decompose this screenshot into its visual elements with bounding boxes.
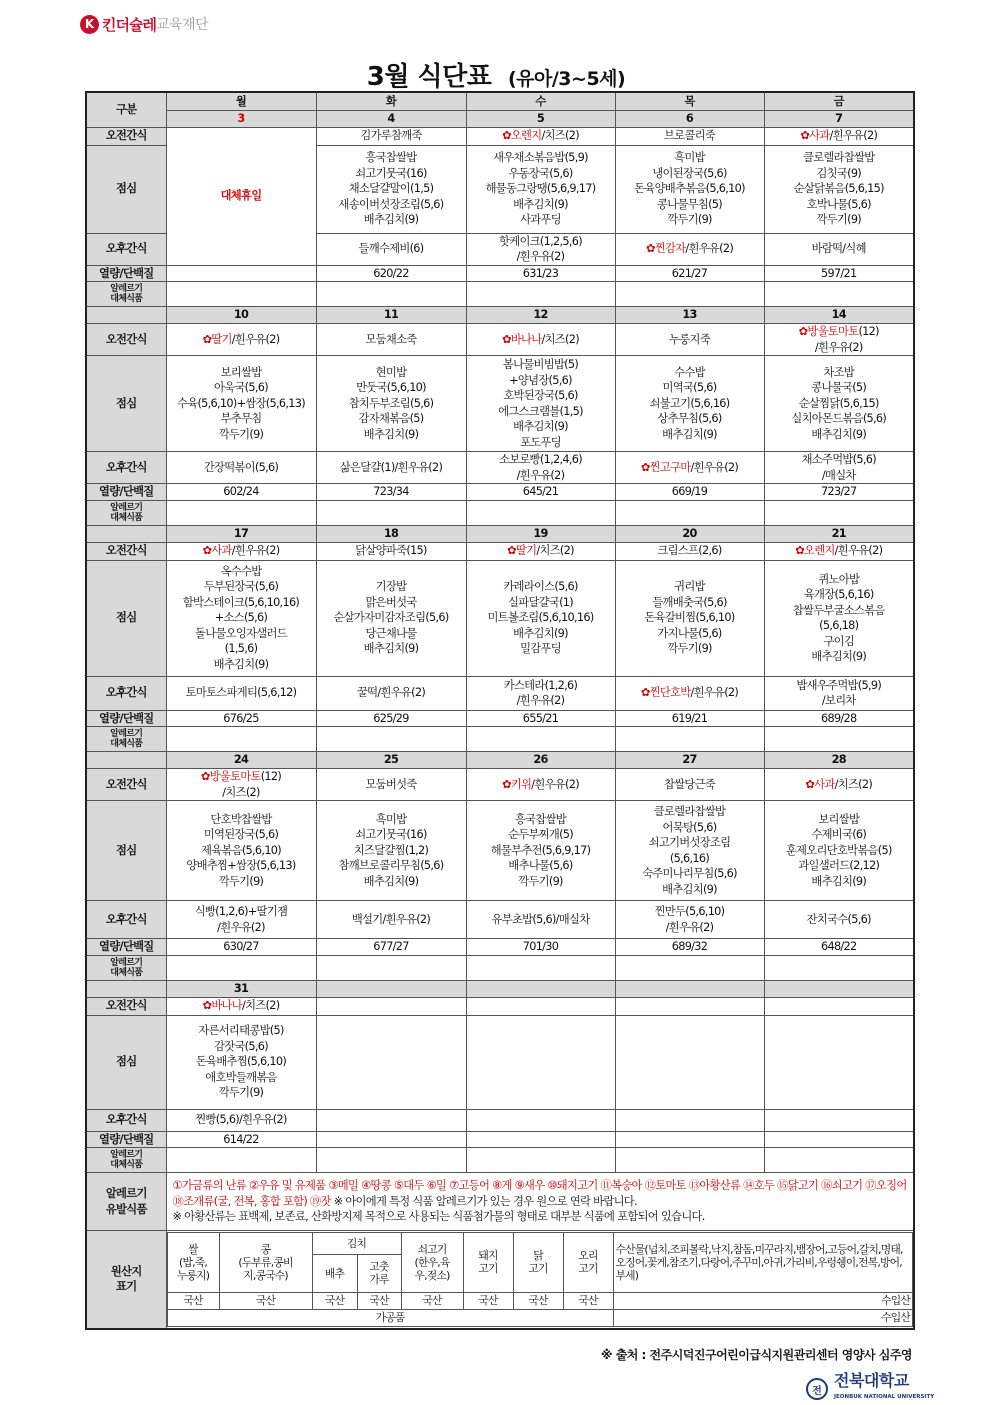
pm-snack-cell: 꿀떡/흰우유(2) (316, 676, 466, 710)
allergy-sub-cell (764, 727, 914, 752)
energy-cell: 677/27 (316, 939, 466, 956)
am-snack-cell: 모둠버섯죽 (316, 769, 466, 801)
energy-cell: 597/21 (764, 265, 914, 282)
lunch-cell: 단호박찹쌀밥 미역된장국(5,6) 제육볶음(5,6,10) 양배추찜+쌈장(5,6,13) 깍두기(9) (166, 801, 316, 901)
logo-mark: K (80, 15, 99, 34)
allergy-sub-cell (764, 500, 914, 525)
allergy-sub-cell (466, 1148, 615, 1173)
allergy-sub-cell (166, 500, 316, 525)
logo-org-light: 교육재단 (155, 17, 209, 33)
kinderschule-logo (80, 12, 208, 36)
pm-snack-cell: 소보로빵(1,2,4,6) /흰우유(2) (466, 452, 615, 484)
origin-value: 국산 (563, 1292, 613, 1309)
allergy-sub-cell (316, 282, 466, 307)
seasonal-highlight: ✿오렌지 (502, 129, 542, 143)
am-snack-cell: ✿키위/흰우유(2) (466, 769, 615, 801)
energy-label: 열량/단백질 (86, 1131, 166, 1148)
am-snack-label: 오전간식 (86, 769, 166, 801)
allergy-list: ①가금류의 난류 ②우유 및 유제품 ③메밀 ④땅콩 ⑤대두 ⑥밀 ⑦고등어 ⑧게 ⑨새우 ⑩돼지고기 ⑪복숭아 ⑫토마토 ⑬아황산류 ⑭호두 ⑮닭고기 ⑯쇠고기 ⑰오징어 ⑱조개류(굴, 전복, 홍합 포함) ⑲잣 (172, 1179, 907, 1208)
pm-snack-cell: 삶은달걀(1)/흰우유(2) (316, 452, 466, 484)
day-number: 25 (316, 752, 466, 769)
weekday-header: 월 (166, 92, 316, 110)
energy-cell (166, 265, 316, 282)
origin-value: 국산 (401, 1292, 463, 1309)
pm-snack-cell: 유부초밥(5,6)/매실차 (466, 901, 615, 939)
pm-snack-cell: 백설기/흰우유(2) (316, 901, 466, 939)
energy-cell: 676/25 (166, 710, 316, 727)
pm-snack-label: 오후간식 (86, 676, 166, 710)
seasonal-highlight: ✿오렌지 (795, 544, 835, 558)
day-number: 19 (466, 525, 615, 542)
holiday-cell: 대체휴일 (166, 127, 316, 265)
lunch-label: 점심 (86, 145, 166, 233)
day-number: 18 (316, 525, 466, 542)
am-snack-cell: ✿사과/흰우유(2) (764, 127, 914, 145)
logo-org-bold: 킨더슐레 (102, 15, 156, 34)
allergy-sub-label: 알레르기 대체식품 (86, 1148, 166, 1173)
energy-cell: 689/28 (764, 710, 914, 727)
am-snack-label: 오전간식 (86, 997, 166, 1015)
lunch-cell: 봄나물비빔밥(5) +양념장(5,6) 호박된장국(5,6) 에그스크램블(1,5) 배추김치(9) 포도푸딩 (466, 356, 615, 452)
origin-pepper: 고춧 가루 (357, 1254, 401, 1292)
day-number (316, 980, 466, 997)
am-snack-label: 오전간식 (86, 542, 166, 560)
am-snack-cell: 찹쌀당근죽 (615, 769, 764, 801)
am-snack-cell: 크림스프(2,6) (615, 542, 764, 560)
pm-snack-cell: 핫케이크(1,2,5,6) /흰우유(2) (466, 233, 615, 265)
allergy-label: 알레르기 유발식품 (86, 1173, 166, 1231)
origin-beef: 쇠고기 (한우,육 우,젖소) (401, 1232, 463, 1292)
day-number: 21 (764, 525, 914, 542)
seasonal-highlight: ✿키위 (502, 777, 532, 791)
lunch-cell: 옥수수밥 두부된장국(5,6) 함박스테이크(5,6,10,16) +소스(5,6) 돌나물오잉자샐러드 (1,5,6) 배추김치(9) (166, 560, 316, 676)
seasonal-highlight: ✿찐단호박 (640, 686, 691, 700)
allergy-sub-cell (466, 282, 615, 307)
origin-panel (166, 1231, 914, 1329)
day-number: 6 (615, 110, 764, 127)
lunch-cell (764, 1015, 914, 1109)
origin-value: 수입산 (613, 1292, 912, 1309)
pm-snack-cell: 찐만두(5,6,10) /흰우유(2) (615, 901, 764, 939)
origin-value: 국산 (167, 1292, 219, 1309)
origin-kimchi: 김치 (312, 1232, 401, 1254)
allergy-sub-cell (166, 282, 316, 307)
am-snack-cell: 브로콜리죽 (615, 127, 764, 145)
energy-cell: 631/23 (466, 265, 615, 282)
lunch-cell: 보리쌀밥 수제비국(6) 훈제오리단호박볶음(5) 과일샐러드(2,12) 배추김치(9) (764, 801, 914, 901)
energy-label: 열량/단백질 (86, 265, 166, 282)
origin-chicken: 닭 고기 (513, 1232, 563, 1292)
am-snack-cell: 모둠채소죽 (316, 324, 466, 356)
energy-cell: 655/21 (466, 710, 615, 727)
pm-snack-cell: 잔치국수(5,6) (764, 901, 914, 939)
lunch-cell: 새우채소볶음밥(5,9) 우동장국(5,6) 해물동그랑땡(5,6,9,17) 배추김치(9) 사과푸딩 (466, 145, 615, 233)
category-header: 구분 (86, 92, 166, 127)
day-row-label (86, 752, 166, 769)
seasonal-highlight: ✿찐감자 (645, 242, 686, 256)
origin-value: 국산 (219, 1292, 312, 1309)
weekday-header: 목 (615, 92, 764, 110)
lunch-cell: 기장밥 맑은버섯국 순살가자미감자조림(5,6) 당근채나물 배추김치(9) (316, 560, 466, 676)
seasonal-highlight: ✿사과 (805, 777, 835, 791)
am-snack-cell: 김가루참깨죽 (316, 127, 466, 145)
day-number: 11 (316, 307, 466, 324)
lunch-cell (316, 1015, 466, 1109)
energy-cell: 621/27 (615, 265, 764, 282)
lunch-label: 점심 (86, 560, 166, 676)
lunch-cell: 귀리밥 들깨배춧국(5,6) 돈육갈비찜(5,6,10) 가지나물(5,6) 깍두기(9) (615, 560, 764, 676)
am-snack-cell (615, 997, 764, 1015)
origin-seafood: 수산물(넙치,조피볼락,낙지,참돔,미꾸라지,뱀장어,고등어,갈치,명태,오징어,꽃게,참조기,다랑어,주꾸미,아귀,가리비,우렁쉥이,전복,방어,부세) (613, 1232, 912, 1292)
origin-label: 원산지 표기 (86, 1231, 166, 1329)
energy-cell: 630/27 (166, 939, 316, 956)
day-row-label (86, 980, 166, 997)
pm-snack-cell: 토마토스파게티(5,6,12) (166, 676, 316, 710)
lunch-label: 점심 (86, 801, 166, 901)
am-snack-cell: ✿사과/흰우유(2) (166, 542, 316, 560)
seasonal-highlight: ✿바나나 (502, 332, 542, 346)
pm-snack-cell (764, 1109, 914, 1131)
pm-snack-cell: 식빵(1,2,6)+딸기잼 /흰우유(2) (166, 901, 316, 939)
pm-snack-label: 오후간식 (86, 1109, 166, 1131)
origin-pork: 돼지 고기 (463, 1232, 513, 1292)
am-snack-cell (764, 997, 914, 1015)
pm-snack-cell: ✿찐고구마/흰우유(2) (615, 452, 764, 484)
day-number: 26 (466, 752, 615, 769)
seasonal-highlight: ✿방울토마토 (798, 325, 859, 338)
energy-cell (316, 1131, 466, 1148)
energy-cell (615, 1131, 764, 1148)
am-snack-cell: ✿오렌지/흰우유(2) (764, 542, 914, 560)
pm-snack-label: 오후간식 (86, 901, 166, 939)
allergy-sub-cell (615, 1148, 764, 1173)
am-snack-label: 오전간식 (86, 127, 166, 145)
pm-snack-label: 오후간식 (86, 233, 166, 265)
allergy-sub-cell (615, 727, 764, 752)
energy-cell (466, 1131, 615, 1148)
seasonal-highlight: ✿딸기 (507, 544, 537, 558)
day-row-label (86, 307, 166, 324)
origin-cabbage: 배추 (312, 1254, 357, 1292)
day-number: 31 (166, 980, 316, 997)
am-snack-cell: ✿방울토마토(12) /흰우유(2) (764, 324, 914, 356)
seasonal-highlight: ✿사과 (202, 544, 232, 558)
weekday-header: 금 (764, 92, 914, 110)
page-title (0, 56, 992, 93)
lunch-cell: 퀴노아밥 육개장(5,6,16) 찹쌀두부굴소스볶음 (5,6,18) 구이김 배추김치(9) (764, 560, 914, 676)
pm-snack-cell: 카스테라(1,2,6) /흰우유(2) (466, 676, 615, 710)
energy-cell: 602/24 (166, 484, 316, 501)
day-number: 27 (615, 752, 764, 769)
pm-snack-cell: 채소주먹밥(5,6) /매실차 (764, 452, 914, 484)
allergy-sub-cell (166, 955, 316, 980)
origin-processed: 가공품 (167, 1309, 613, 1326)
pm-snack-cell (466, 1109, 615, 1131)
lunch-cell: 흥국찹쌀밥 쇠고기뭇국(16) 채소달걀말이(1,5) 새송이버섯장조림(5,6) 배추김치(9) (316, 145, 466, 233)
lunch-cell: 흑미밥 냉이된장국(5,6) 돈육양배추볶음(5,6,10) 콩나물무침(5) 깍두기(9) (615, 145, 764, 233)
am-snack-cell: ✿바나나/치즈(2) (166, 997, 316, 1015)
energy-cell: 645/21 (466, 484, 615, 501)
am-snack-label: 오전간식 (86, 324, 166, 356)
energy-cell: 619/21 (615, 710, 764, 727)
am-snack-cell (316, 997, 466, 1015)
am-snack-cell: ✿오렌지/치즈(2) (466, 127, 615, 145)
day-number: 3 (166, 110, 316, 127)
allergy-sub-cell (615, 282, 764, 307)
am-snack-cell: ✿사과/치즈(2) (764, 769, 914, 801)
allergy-sub-cell (466, 727, 615, 752)
pm-snack-label: 오후간식 (86, 452, 166, 484)
am-snack-cell (466, 997, 615, 1015)
title-main: 3월 식단표 (366, 62, 492, 92)
origin-rice: 쌀 (밥,죽, 누룽지) (167, 1232, 219, 1292)
allergy-sub-label: 알레르기 대체식품 (86, 500, 166, 525)
lunch-cell: 수수밥 미역국(5,6) 쇠불고기(5,6,16) 상추무침(5,6) 배추김치(9) (615, 356, 764, 452)
origin-value: 국산 (312, 1292, 357, 1309)
pm-snack-cell: ✿찐감자/흰우유(2) (615, 233, 764, 265)
allergy-sub-label: 알레르기 대체식품 (86, 955, 166, 980)
lunch-cell: 자른서리태콩밥(5) 감잣국(5,6) 돈육배추찜(5,6,10) 애호박들깨볶음 깍두기(9) (166, 1015, 316, 1109)
energy-cell: 620/22 (316, 265, 466, 282)
lunch-cell: 흥국찹쌀밥 순두부찌개(5) 해물부추전(5,6,9,17) 배추나물(5,6) 깍두기(9) (466, 801, 615, 901)
origin-value: 수입산 (613, 1309, 912, 1326)
day-number: 20 (615, 525, 764, 542)
pm-snack-cell: 바람떡/식혜 (764, 233, 914, 265)
weekday-header: 수 (466, 92, 615, 110)
pm-snack-cell (615, 1109, 764, 1131)
energy-cell: 723/34 (316, 484, 466, 501)
energy-cell: 648/22 (764, 939, 914, 956)
lunch-cell (615, 1015, 764, 1109)
pm-snack-cell: 밥새우주먹밥(5,9) /보리차 (764, 676, 914, 710)
allergy-sub-cell (466, 955, 615, 980)
day-number: 13 (615, 307, 764, 324)
lunch-cell: 보리쌀밥 아욱국(5,6) 수육(5,6,10)+쌈장(5,6,13) 부추무침 깍두기(9) (166, 356, 316, 452)
energy-cell: 614/22 (166, 1131, 316, 1148)
allergy-sub-cell (316, 500, 466, 525)
lunch-cell: 현미밥 만둣국(5,6,10) 참치두부조림(5,6) 감자채볶음(5) 배추김치(9) (316, 356, 466, 452)
day-row-label (86, 525, 166, 542)
day-number: 17 (166, 525, 316, 542)
energy-cell: 689/32 (615, 939, 764, 956)
seasonal-highlight: ✿사과 (800, 129, 830, 143)
day-number: 24 (166, 752, 316, 769)
allergy-legend (166, 1173, 914, 1231)
energy-label: 열량/단백질 (86, 484, 166, 501)
lunch-cell: 클로렐라찹쌀밥 어묵탕(5,6) 쇠고기버섯장조림 (5,6,16) 숙주미나리무침(5,6) 배추김치(9) (615, 801, 764, 901)
day-number (615, 980, 764, 997)
allergy-sub-cell (316, 727, 466, 752)
seasonal-highlight: ✿바나나 (202, 999, 242, 1013)
lunch-cell: 차조밥 콩나물국(5) 순살찜닭(5,6,15) 실치아몬드볶음(5,6) 배추김치(9) (764, 356, 914, 452)
lunch-label: 점심 (86, 1015, 166, 1109)
energy-cell: 669/19 (615, 484, 764, 501)
am-snack-cell: ✿딸기/치즈(2) (466, 542, 615, 560)
allergy-sub-cell (764, 282, 914, 307)
lunch-cell: 카레라이스(5,6) 실파달걀국(1) 미트볼조림(5,6,10,16) 배추김치(9) 밀감푸딩 (466, 560, 615, 676)
source-note: ※ 출처 : 전주시덕진구어린이급식지원관리센터 영양사 심주영 (600, 1348, 912, 1362)
university-name-en: JEONBUK NATIONAL UNIVERSITY (834, 1394, 935, 1400)
pm-snack-cell: 간장떡볶이(5,6) (166, 452, 316, 484)
day-number (764, 980, 914, 997)
energy-cell: 701/30 (466, 939, 615, 956)
university-logo (806, 1373, 934, 1405)
day-number (466, 980, 615, 997)
allergy-sub-label: 알레르기 대체식품 (86, 282, 166, 307)
am-snack-cell: ✿바나나/치즈(2) (466, 324, 615, 356)
day-number: 28 (764, 752, 914, 769)
pm-snack-cell: 들깨수제비(6) (316, 233, 466, 265)
day-number: 5 (466, 110, 615, 127)
pm-snack-cell: ✿찐단호박/흰우유(2) (615, 676, 764, 710)
day-number: 4 (316, 110, 466, 127)
seasonal-highlight: ✿찐고구마 (640, 460, 691, 474)
sulfite-note: ※ 아황산류는 표백제, 보존료, 산화방지제 목적으로 사용되는 식품첨가물의 형태로 대부분 식품에 포함되어 있습니다. (172, 1210, 705, 1224)
energy-cell: 625/29 (316, 710, 466, 727)
lunch-cell (466, 1015, 615, 1109)
energy-label: 열량/단백질 (86, 939, 166, 956)
origin-value: 국산 (463, 1292, 513, 1309)
lunch-label: 점심 (86, 356, 166, 452)
day-number: 12 (466, 307, 615, 324)
allergy-sub-cell (615, 955, 764, 980)
seasonal-highlight: ✿딸기 (202, 332, 232, 346)
allergy-note: ※ 아이에게 특정 식품 알레르기가 있는 경우 원으로 연락 바랍니다. (330, 1194, 637, 1208)
allergy-sub-label: 알레르기 대체식품 (86, 727, 166, 752)
origin-duck: 오리 고기 (563, 1232, 613, 1292)
allergy-sub-cell (166, 1148, 316, 1173)
university-name (834, 1373, 934, 1405)
seasonal-highlight: ✿방울토마토 (200, 770, 261, 783)
pm-snack-cell (316, 1109, 466, 1131)
allergy-sub-cell (466, 500, 615, 525)
am-snack-cell: ✿방울토마토(12) /치즈(2) (166, 769, 316, 801)
allergy-sub-cell (316, 1148, 466, 1173)
university-emblem-icon: 전 (806, 1378, 828, 1400)
am-snack-cell: ✿딸기/흰우유(2) (166, 324, 316, 356)
lunch-cell: 클로렐라찹쌀밥 김칫국(9) 순살닭볶음(5,6,15) 호박나물(5,6) 깍두기(9) (764, 145, 914, 233)
allergy-sub-cell (764, 955, 914, 980)
energy-cell (764, 1131, 914, 1148)
meal-table (85, 91, 915, 1330)
allergy-sub-cell (316, 955, 466, 980)
origin-table (167, 1232, 914, 1327)
origin-bean: 콩 (두부류,콩비 지,콩국수) (219, 1232, 312, 1292)
university-name-kr: 전북대학교 (834, 1371, 909, 1390)
am-snack-cell: 닭살양파죽(15) (316, 542, 466, 560)
day-number: 14 (764, 307, 914, 324)
lunch-cell: 흑미밥 쇠고기뭇국(16) 치즈달걀찜(1,2) 참깨브로콜리무침(5,6) 배추김치(9) (316, 801, 466, 901)
allergy-sub-cell (615, 500, 764, 525)
title-sub: (유아/3~5세) (507, 68, 626, 90)
energy-cell: 723/27 (764, 484, 914, 501)
day-number: 10 (166, 307, 316, 324)
allergy-sub-cell (166, 727, 316, 752)
origin-value: 국산 (357, 1292, 401, 1309)
allergy-sub-cell (764, 1148, 914, 1173)
origin-value: 국산 (513, 1292, 563, 1309)
pm-snack-cell: 찐빵(5,6)/흰우유(2) (166, 1109, 316, 1131)
energy-label: 열량/단백질 (86, 710, 166, 727)
day-number: 7 (764, 110, 914, 127)
weekday-header: 화 (316, 92, 466, 110)
am-snack-cell: 누룽지죽 (615, 324, 764, 356)
